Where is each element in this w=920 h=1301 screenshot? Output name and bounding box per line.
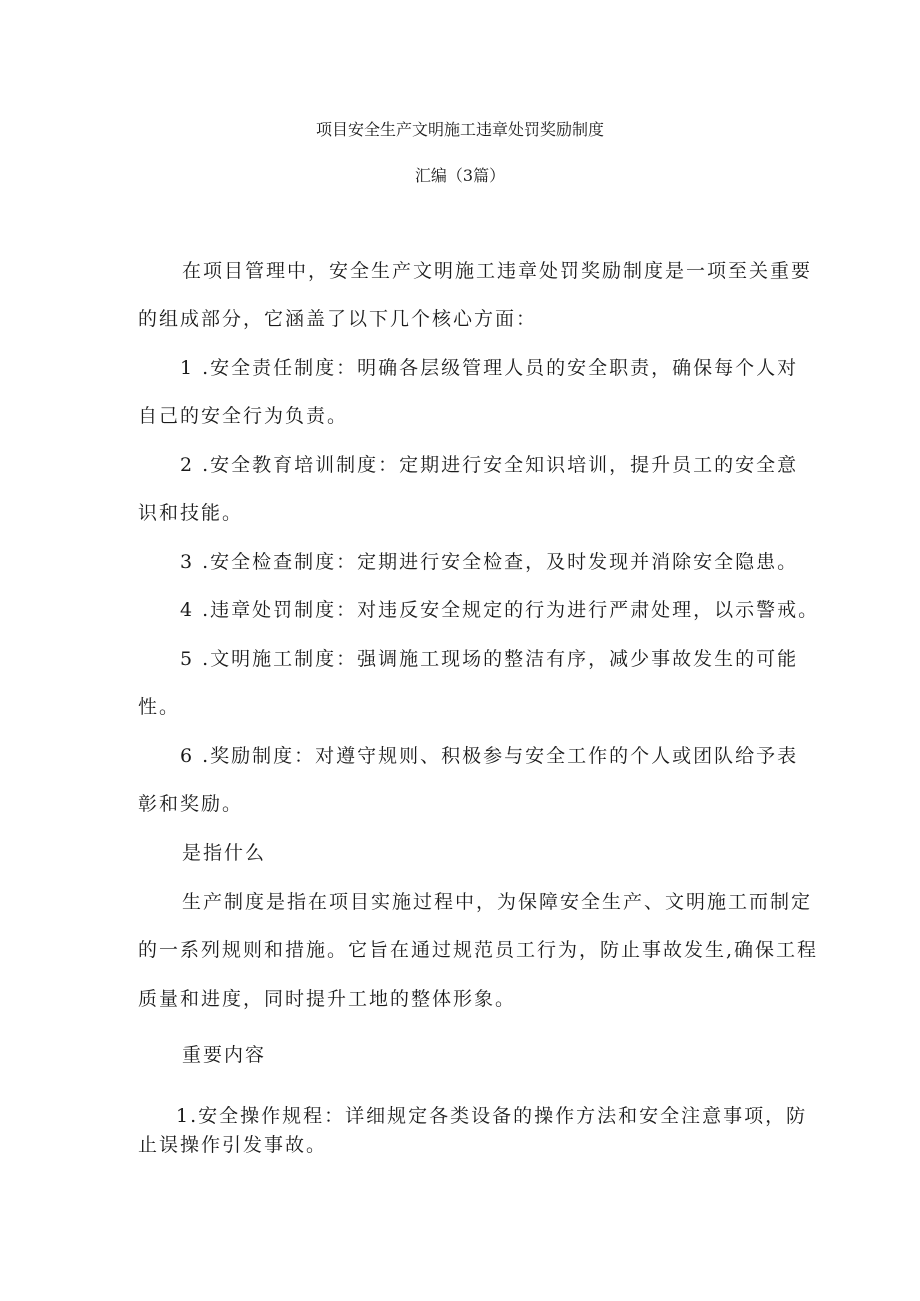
list-item-line: 5 .文明施工制度：强调施工现场的整洁有序，减少事故发生的可能 bbox=[180, 648, 799, 670]
list-item-line: 识和技能。 bbox=[138, 502, 244, 524]
list-item-line: 性。 bbox=[138, 696, 181, 718]
list-item-line: 自己的安全行为负责。 bbox=[138, 405, 349, 427]
section-heading: 重要内容 bbox=[182, 1044, 267, 1066]
document-title-line-2: 汇编（3篇） bbox=[414, 166, 506, 185]
paragraph-line: 生产制度是指在项目实施过程中，为保障安全生产、文明施工而制定 bbox=[182, 891, 813, 913]
list-item-line: 6 .奖励制度：对遵守规则、积极参与安全工作的个人或团队给予表 bbox=[180, 745, 799, 767]
paragraph-line: 质量和进度，同时提升工地的整体形象。 bbox=[138, 988, 517, 1010]
paragraph-line: 的组成部分，它涵盖了以下几个核心方面： bbox=[138, 308, 538, 330]
paragraph-line: 的一系列规则和措施。它旨在通过规范员工行为，防止事故发生,确保工程 bbox=[138, 939, 819, 961]
document-title-line-1: 项目安全生产文明施工违章处罚奖励制度 bbox=[315, 120, 604, 139]
list-item-line: 1 .安全责任制度：明确各层级管理人员的安全职责，确保每个人对 bbox=[180, 357, 799, 379]
section-heading: 是指什么 bbox=[182, 842, 267, 864]
list-item-line: 彰和奖励。 bbox=[138, 793, 244, 815]
paragraph-line: 在项目管理中，安全生产文明施工违章处罚奖励制度是一项至关重要 bbox=[182, 260, 813, 282]
list-item-line: 2 .安全教育培训制度：定期进行安全知识培训，提升员工的安全意 bbox=[180, 454, 799, 476]
list-item-line: 4 .违章处罚制度：对违反安全规定的行为进行严肃处理，以示警戒。 bbox=[180, 599, 820, 621]
list-item-line: 1.安全操作规程：详细规定各类设备的操作方法和安全注意事项，防 bbox=[176, 1105, 808, 1127]
list-item-line: 止误操作引发事故。 bbox=[138, 1134, 328, 1156]
list-item-line: 3 .安全检查制度：定期进行安全检查，及时发现并消除安全隐患。 bbox=[180, 551, 799, 573]
